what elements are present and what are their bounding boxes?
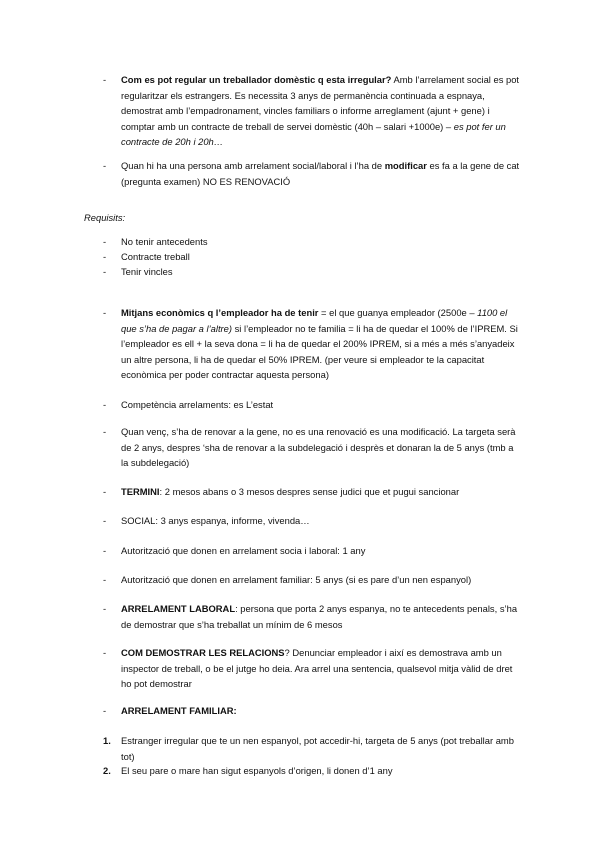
bullet-item-modificar: [103, 158, 523, 189]
item-body: : 2 mesos abans o 3 mesos despres sense judici que et pugui sancionar: [159, 486, 460, 497]
bullet-marker: -: [103, 603, 107, 614]
item-text: [121, 305, 523, 383]
bullet-item-relacions: [103, 645, 523, 692]
item-text: Competència arrelaments: es L’estat: [121, 399, 274, 410]
item-text: Quan venç, s’ha de renovar a la gene, no es una renovació es una modificació. La targeta serà de 2 anys, despres ‘sha de renovar a la subdelegació i desprès et donaran la de 5 anys (tmb a la subdelegació): [121, 426, 516, 468]
item-bold: modificar: [384, 160, 427, 171]
item-italic: es pot fer un contracte de 20h i 20h…: [121, 120, 506, 147]
item-bold: Com es pot regular un treballador domèstic q esta irregular?: [121, 74, 392, 85]
item-text: Contracte treball: [121, 251, 190, 262]
bullet-item-autoritzacio-social: [103, 543, 523, 559]
item-text: Estranger irregular que te un nen espanyol, pot accedir-hi, targeta de 5 anys (pot treballar amb tot): [121, 735, 514, 762]
item-text: Tenir vincles: [121, 266, 173, 277]
numbered-item: [103, 763, 523, 779]
bullet-marker: -: [103, 307, 107, 318]
requisits-heading: Requisits:: [84, 212, 126, 223]
bullet-item-competencia: [103, 397, 523, 413]
bullet-marker: -: [103, 545, 107, 556]
item-bold: COM DEMOSTRAR LES RELACIONS: [121, 647, 285, 658]
bullet-marker: -: [103, 705, 107, 716]
item-body: Quan hi ha una persona amb arrelament social/laboral i l’ha de: [121, 160, 385, 171]
item-text: [121, 158, 523, 189]
bullet-item-arrelament-familiar: [103, 703, 523, 719]
item-bold: Mitjans econòmics q l’empleador ha de tenir: [121, 307, 319, 318]
bullet-item-autoritzacio-familiar: [103, 572, 523, 588]
bullet-item-regular: [103, 72, 523, 150]
item-text: El seu pare o mare han sigut espanyols d’origen, li donen d’1 any: [121, 765, 393, 776]
number-marker: 2.: [103, 765, 111, 776]
bullet-marker: -: [103, 266, 107, 277]
item-bold: ARRELAMENT LABORAL: [121, 603, 236, 614]
requisit-item: [103, 249, 523, 265]
bullet-marker: -: [103, 74, 107, 85]
bullet-item-mitjans: [103, 305, 523, 383]
item-body: = el que guanya empleador (2500e –: [318, 307, 478, 318]
bullet-marker: -: [103, 515, 107, 526]
bullet-item-termini: [103, 484, 523, 500]
bullet-marker: -: [103, 486, 107, 497]
item-body: es fa a la gene de cat (pregunta examen) NO ES RENOVACIÓ: [121, 160, 520, 187]
bullet-marker: -: [103, 426, 107, 437]
item-bold: TERMINI: [121, 486, 160, 497]
bullet-marker: -: [103, 236, 107, 247]
bullet-item-social: [103, 513, 523, 529]
requisit-item: [103, 234, 523, 250]
bullet-item-arrelament-laboral: [103, 601, 523, 632]
item-text: [121, 484, 523, 500]
bullet-marker: -: [103, 574, 107, 585]
bullet-marker: -: [103, 399, 107, 410]
item-italic: 1100 el que s’ha de pagar a l’altre): [121, 307, 508, 334]
item-body: : persona que porta 2 anys espanya, no te antecedents penals, s’ha de demostrar que s’ha treballat un mínim de 6 mesos: [121, 603, 518, 630]
bullet-marker: -: [103, 160, 107, 171]
number-marker: 1.: [103, 735, 111, 746]
item-bold: ARRELAMENT FAMILIAR:: [121, 705, 237, 716]
item-text: [121, 72, 523, 150]
item-text: [121, 703, 523, 719]
item-text: No tenir antecedents: [121, 236, 208, 247]
item-body: si l’empleador no te familia = li ha de quedar el 100% de l’IPREM. Si l’empleador es ell + la seva dona = li ha de quedar el 200% IPREM, si a més a més s’anyadeix un altre persona, li ha de quedar el 50% IPREM. (per veure si empleador te la capacitat econòmica per poder contractar aquesta persona): [121, 322, 518, 380]
bullet-marker: -: [103, 647, 107, 658]
item-body: ? Denunciar empleador i així es demostrava amb un inspector de treball, o be el jutge ho deia. Ara arrel una sentencia, qualsevol mitja vàlid de dret ho pot demostrar: [121, 647, 513, 689]
item-text: SOCIAL: 3 anys espanya, informe, vivenda…: [121, 515, 310, 526]
bullet-item-venc: [103, 424, 523, 471]
item-text: Autorització que donen en arrelament familiar: 5 anys (si es pare d’un nen espanyol): [121, 574, 472, 585]
item-text: [121, 645, 523, 692]
item-body: Amb l’arrelament social es pot regularitzar els estrangers. Es necessita 3 anys de permanència continuada a espnaya, demostrat amb l’empadronament, vincles familiars o informe arreglament (ajunt + gene) i comptar amb un contracte de treball de servei domèstic (40h – salari +1000e) –: [121, 74, 520, 132]
item-text: [121, 601, 523, 632]
numbered-item: [103, 733, 523, 764]
bullet-marker: -: [103, 251, 107, 262]
requisit-item: [103, 264, 523, 280]
item-text: Autorització que donen en arrelament socia i laboral: 1 any: [121, 545, 366, 556]
